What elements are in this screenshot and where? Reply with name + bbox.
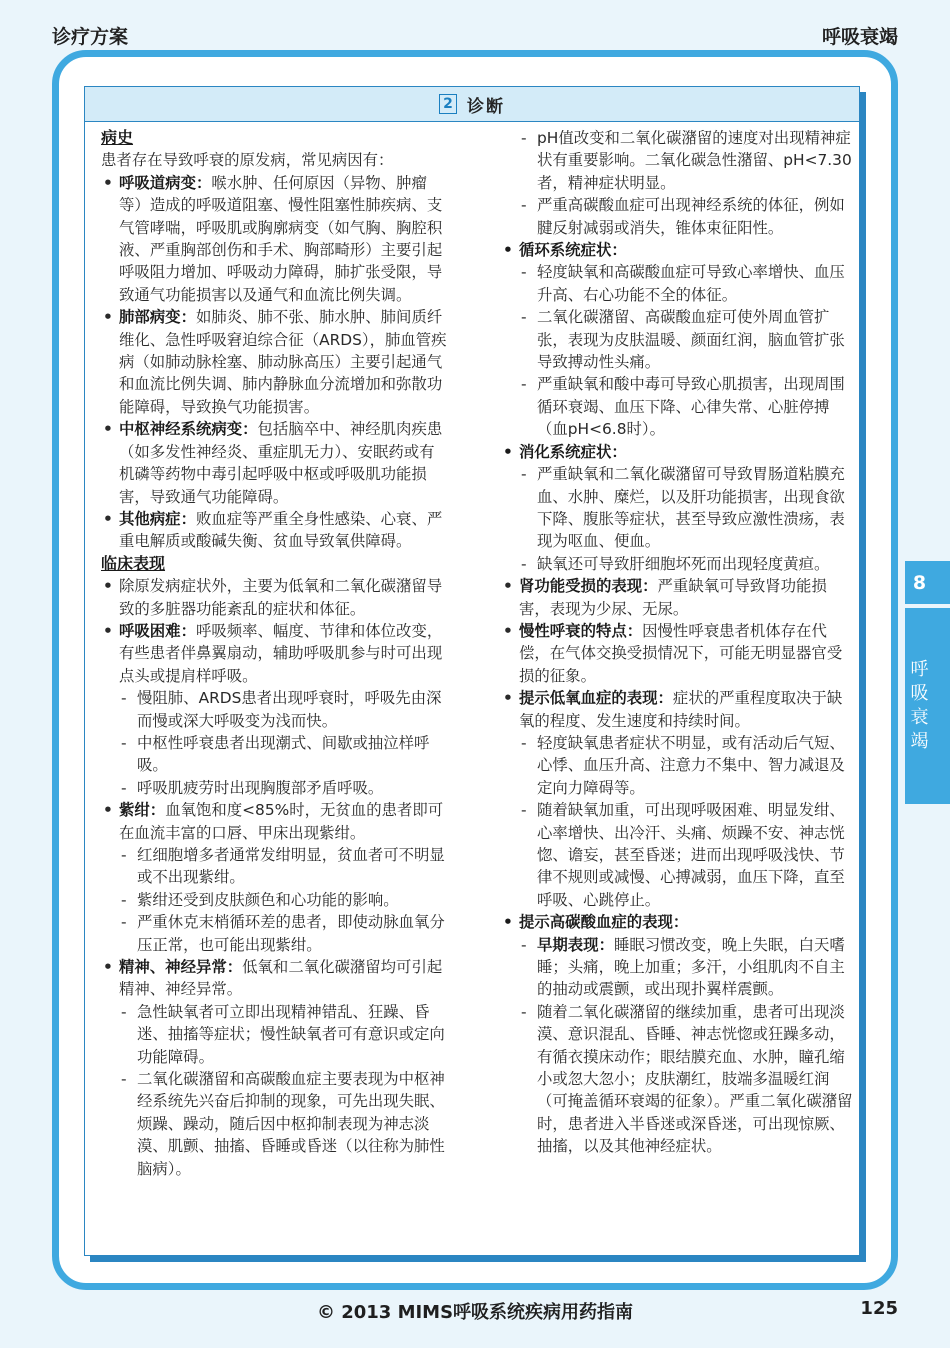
cause-text: 败血症等严重全身性感染、心衰、严重电解质或酸碱失衡、贫血导致氧供障碍。	[119, 509, 443, 551]
renal-label: 肾功能受损的表现：	[519, 577, 658, 596]
hypoxemia-text: 症状的严重程度取决于缺氧的程度、发生速度和持续时间。	[519, 689, 843, 730]
digestive-heading: • 消化系统症状：	[501, 441, 853, 463]
neuro-cont-subitem: - pH值改变和二氧化碳潴留的速度对出现精神症状有重要影响。二氧化碳急性潴留、pH<7.30者，精神症状明显。	[501, 127, 853, 194]
cause-label: 其他病症：	[119, 509, 196, 528]
left-column	[101, 127, 447, 1180]
chronic-item	[501, 620, 853, 687]
section-title: 诊断	[467, 96, 505, 117]
cause-text: 如肺炎、肺不张、肺水肿、肺间质纤维化、急性呼吸窘迫综合征（ARDS），肺血管疾病（如肺动脉栓塞、肺动脉高压）主要引起通气和血流比例失调、肺内静脉血分流增加和弥散功能障碍，导致换气功能损害。	[119, 308, 447, 416]
cyanosis-text: 血氧饱和度<85%时，无贫血的患者即可在血流丰富的口唇、甲床出现紫绀。	[119, 801, 444, 842]
neuro-cont-subitem: - 严重高碳酸血症可出现神经系统的体征，例如腱反射减弱或消失，锥体束征阳性。	[501, 194, 853, 239]
cyanosis-subitem: - 红细胞增多者通常发绀明显，贫血者可不明显或不出现紫绀。	[101, 844, 447, 889]
dyspnea-item	[101, 620, 447, 687]
chronic-text: 因慢性呼衰患者机体存在代偿，在气体交换受损情况下，可能无明显器官受损的征象。	[519, 621, 843, 685]
digestive-subitem: - 缺氧还可导致肝细胞坏死而出现轻度黄疸。	[501, 553, 853, 575]
dyspnea-subitem: - 慢阻肺、ARDS患者出现呼衰时，呼吸先由深而慢或深大呼吸变为浅而快。	[101, 687, 447, 732]
clinical-intro: • 除原发病症状外，主要为低氧和二氧化碳潴留导致的多脏器功能紊乱的症状和体征。	[101, 575, 447, 620]
neuro-subitem: - 急性缺氧者可立即出现精神错乱、狂躁、昏迷、抽搐等症状；慢性缺氧者可有意识或定向功能障碍。	[101, 1001, 447, 1068]
neuro-label: 精神、神经异常：	[119, 958, 243, 977]
cause-label: 肺部病变：	[119, 308, 196, 327]
cause-item	[101, 306, 447, 418]
cyanosis-subitem: - 紫绀还受到皮肤颜色和心功能的影响。	[101, 889, 447, 911]
cause-label: 中枢神经系统病变：	[119, 420, 258, 439]
circulation-subitem: - 轻度缺氧和高碳酸血症可导致心率增快、血压升高、右心功能不全的体征。	[501, 261, 853, 306]
box-shadow-right	[860, 92, 866, 1262]
cause-item	[101, 172, 447, 306]
circulation-subitem: - 二氧化碳潴留、高碳酸血症可使外周血管扩张，表现为皮肤温暖、颜面红润，脑血管扩张导致搏动性头痛。	[501, 306, 853, 373]
section-number: 2	[439, 94, 457, 114]
diagnosis-box	[84, 86, 860, 1256]
page-number: 125	[860, 1298, 898, 1319]
cyanosis-subitem: - 严重休克末梢循环差的患者，即使动脉血氧分压正常，也可能出现紫绀。	[101, 911, 447, 956]
hypercapnia-heading: • 提示高碳酸血症的表现：	[501, 911, 853, 933]
hypoxemia-subitem: - 随着缺氧加重，可出现呼吸困难、明显发绀、心率增快、出冷汗、头痛、烦躁不安、神志恍惚、谵妄，甚至昏迷；进而出现呼吸浅快、节律不规则或减慢、心搏减弱，血压下降，直至呼吸、心跳停止。	[501, 799, 853, 911]
history-intro: 患者存在导致呼衰的原发病，常见病因有：	[101, 151, 394, 170]
cause-text: 包括脑卒中、神经肌肉疾患（如多发性神经炎、重症肌无力）、安眠药或有机磷等药物中毒引起呼吸中枢或呼吸肌功能损害，导致通气功能障碍。	[119, 420, 443, 506]
hypoxemia-subitem: - 轻度缺氧患者症状不明显，或有活动后气短、心悸、血压升高、注意力不集中、智力减退及定向力障碍等。	[501, 732, 853, 799]
hypercapnia-early	[501, 934, 853, 1001]
cyanosis-label: 紫绀：	[119, 801, 166, 820]
cause-text: 喉水肿、任何原因（异物、肿瘤等）造成的呼吸道阻塞、慢性阻塞性肺疾病、支气管哮喘，呼吸肌或胸廓病变（如气胸、胸腔积液、严重胸部创伤和手术、胸部畸形）主要引起呼吸阻力增加、呼吸动力障碍，肺扩张受限，导致通气功能损害以及通气和血流比例失调。	[119, 173, 443, 304]
renal-text: 严重缺氧可导致肾功能损害，表现为少尿、无尿。	[519, 577, 827, 618]
neuro-text: 低氧和二氧化碳潴留均可引起精神、神经异常。	[119, 958, 443, 999]
cause-label: 呼吸道病变：	[119, 173, 212, 192]
hypercapnia-early-text: 睡眠习惯改变，晚上失眠，白天嗜睡；头痛，晚上加重；多汗，小组肌肉不自主的抽动或震颤，或出现扑翼样震颤。	[537, 935, 845, 999]
history-heading: 病史	[101, 128, 134, 147]
dyspnea-subitem: - 呼吸肌疲劳时出现胸腹部矛盾呼吸。	[101, 777, 447, 799]
hypoxemia-label: 提示低氧血症的表现：	[519, 689, 673, 708]
hypercapnia-early-label: 早期表现：	[537, 935, 614, 954]
neuro-item	[101, 956, 447, 1001]
cyanosis-item	[101, 799, 447, 844]
neuro-subitem: - 二氧化碳潴留和高碳酸血症主要表现为中枢神经系统先兴奋后抑制的现象，可先出现失眠、烦躁、躁动，随后因中枢抑制表现为神志淡漠、肌颤、抽搐、昏睡或昏迷（以往称为肺性脑病）。	[101, 1068, 447, 1180]
right-column	[501, 127, 853, 1158]
circulation-heading: • 循环系统症状：	[501, 239, 853, 261]
box-shadow-bottom	[90, 1256, 866, 1262]
cause-item	[101, 508, 447, 553]
chronic-label: 慢性呼衰的特点：	[519, 621, 643, 640]
footer-copyright: © 2013 MIMS呼吸系统疾病用药指南	[316, 1302, 634, 1323]
header-category: 诊疗方案	[52, 26, 129, 48]
chapter-tab-number: 8	[905, 561, 950, 604]
cause-item	[101, 418, 447, 508]
header-chapter-title: 呼吸衰竭	[821, 26, 898, 48]
chapter-tab-title-text: 呼吸衰竭	[910, 659, 929, 752]
hypoxemia-item	[501, 687, 853, 732]
dyspnea-text: 呼吸频率、幅度、节律和体位改变，有些患者伴鼻翼扇动，辅助呼吸肌参与时可出现点头或提肩样呼吸。	[119, 621, 443, 685]
circulation-subitem: - 严重缺氧和酸中毒可导致心肌损害，出现周围循环衰竭、血压下降、心律失常、心脏停搏（血pH<6.8时）。	[501, 373, 853, 440]
dyspnea-label: 呼吸困难：	[119, 621, 196, 640]
section-title-bar	[85, 87, 859, 122]
clinical-heading: 临床表现	[101, 553, 166, 573]
dyspnea-subitem: - 中枢性呼衰患者出现潮式、间歇或抽泣样呼吸。	[101, 732, 447, 777]
hypercapnia-later: - 随着二氧化碳潴留的继续加重，患者可出现淡漠、意识混乱、昏睡、神志恍惚或狂躁多动，有循衣摸床动作；眼结膜充血、水肿，瞳孔缩小或忽大忽小；皮肤潮红，肢端多温暖红润（可掩盖循环衰竭的征象）。严重二氧化碳潴留时，患者进入半昏迷或深昏迷，可出现惊厥、抽搐，以及其他神经症状。	[501, 1001, 853, 1158]
renal-item	[501, 575, 853, 620]
digestive-subitem: - 严重缺氧和二氧化碳潴留可导致胃肠道粘膜充血、水肿、糜烂，以及肝功能损害，出现食欲下降、腹胀等症状，甚至导致应激性溃疡，表现为呕血、便血。	[501, 463, 853, 553]
chapter-tab-title	[905, 608, 950, 804]
